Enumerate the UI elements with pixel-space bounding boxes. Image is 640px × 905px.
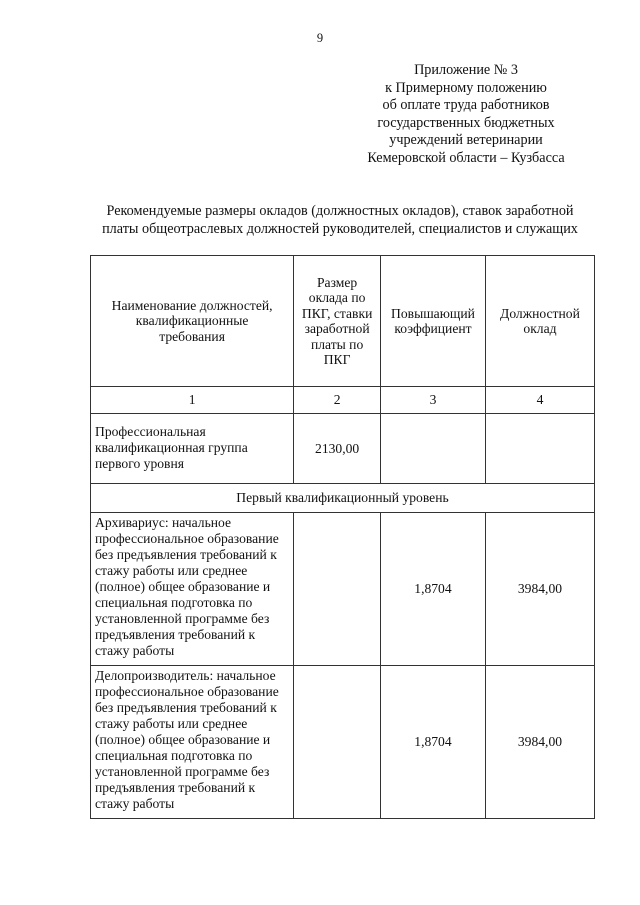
page-number: 9 bbox=[316, 31, 324, 45]
qualification-level: Первый квалификационный уровень bbox=[91, 484, 595, 513]
appendix-block bbox=[336, 62, 596, 167]
table-row bbox=[91, 513, 595, 666]
header-official-salary: Должностной оклад bbox=[485, 256, 594, 387]
position-official-salary: 3984,00 bbox=[485, 513, 594, 666]
position-official-salary: 3984,00 bbox=[485, 666, 594, 819]
appendix-line: Кемеровской области – Кузбасса bbox=[367, 149, 565, 166]
position-coefficient: 1,8704 bbox=[381, 513, 486, 666]
column-number: 1 bbox=[91, 387, 294, 414]
header-pkg-salary: Размер оклада по ПКГ, ставки заработной платы по ПКГ bbox=[294, 256, 381, 387]
column-number: 4 bbox=[485, 387, 594, 414]
title-line: Рекомендуемые размеры окладов (должностных окладов), ставок заработной bbox=[106, 203, 574, 219]
appendix-line: учреждений ветеринарии bbox=[389, 132, 543, 148]
table-header-row bbox=[91, 256, 595, 387]
position-coefficient: 1,8704 bbox=[381, 666, 486, 819]
title-line: платы общеотраслевых должностей руководителей, специалистов и служащих bbox=[102, 221, 578, 237]
column-number-row bbox=[91, 387, 595, 414]
appendix-line: государственных бюджетных bbox=[377, 114, 555, 131]
group-coefficient bbox=[381, 414, 486, 484]
table-row bbox=[91, 666, 595, 819]
level-row bbox=[91, 484, 595, 513]
header-position-name: Наименование должностей, квалификационные требования bbox=[91, 256, 294, 387]
column-number: 2 bbox=[294, 387, 381, 414]
position-salary bbox=[294, 666, 381, 819]
appendix-line: Приложение № 3 bbox=[414, 62, 518, 78]
salary-table bbox=[90, 255, 595, 819]
position-description: Архивариус: начальное профессиональное образование без предъявления требований к стажу работы или среднее (полное) общее образование и специальная подготовка по установленной программе без предъявления требований к стажу работы bbox=[91, 513, 294, 666]
header-coefficient: Повышающий коэффициент bbox=[381, 256, 486, 387]
column-number: 3 bbox=[381, 387, 486, 414]
appendix-line: к Примерному положению bbox=[385, 79, 547, 96]
appendix-line: об оплате труда работников bbox=[382, 97, 550, 113]
group-official-salary bbox=[485, 414, 594, 484]
position-salary bbox=[294, 513, 381, 666]
group-salary: 2130,00 bbox=[294, 414, 381, 484]
group-name: Профессиональная квалификационная группа первого уровня bbox=[91, 414, 294, 484]
position-description: Делопроизводитель: начальное профессиональное образование без предъявления требований к стажу работы или среднее (полное) общее образование и специальная подготовка по установленной программе без предъявления требований к стажу работы bbox=[91, 666, 294, 819]
group-row bbox=[91, 414, 595, 484]
document-title bbox=[60, 202, 620, 238]
